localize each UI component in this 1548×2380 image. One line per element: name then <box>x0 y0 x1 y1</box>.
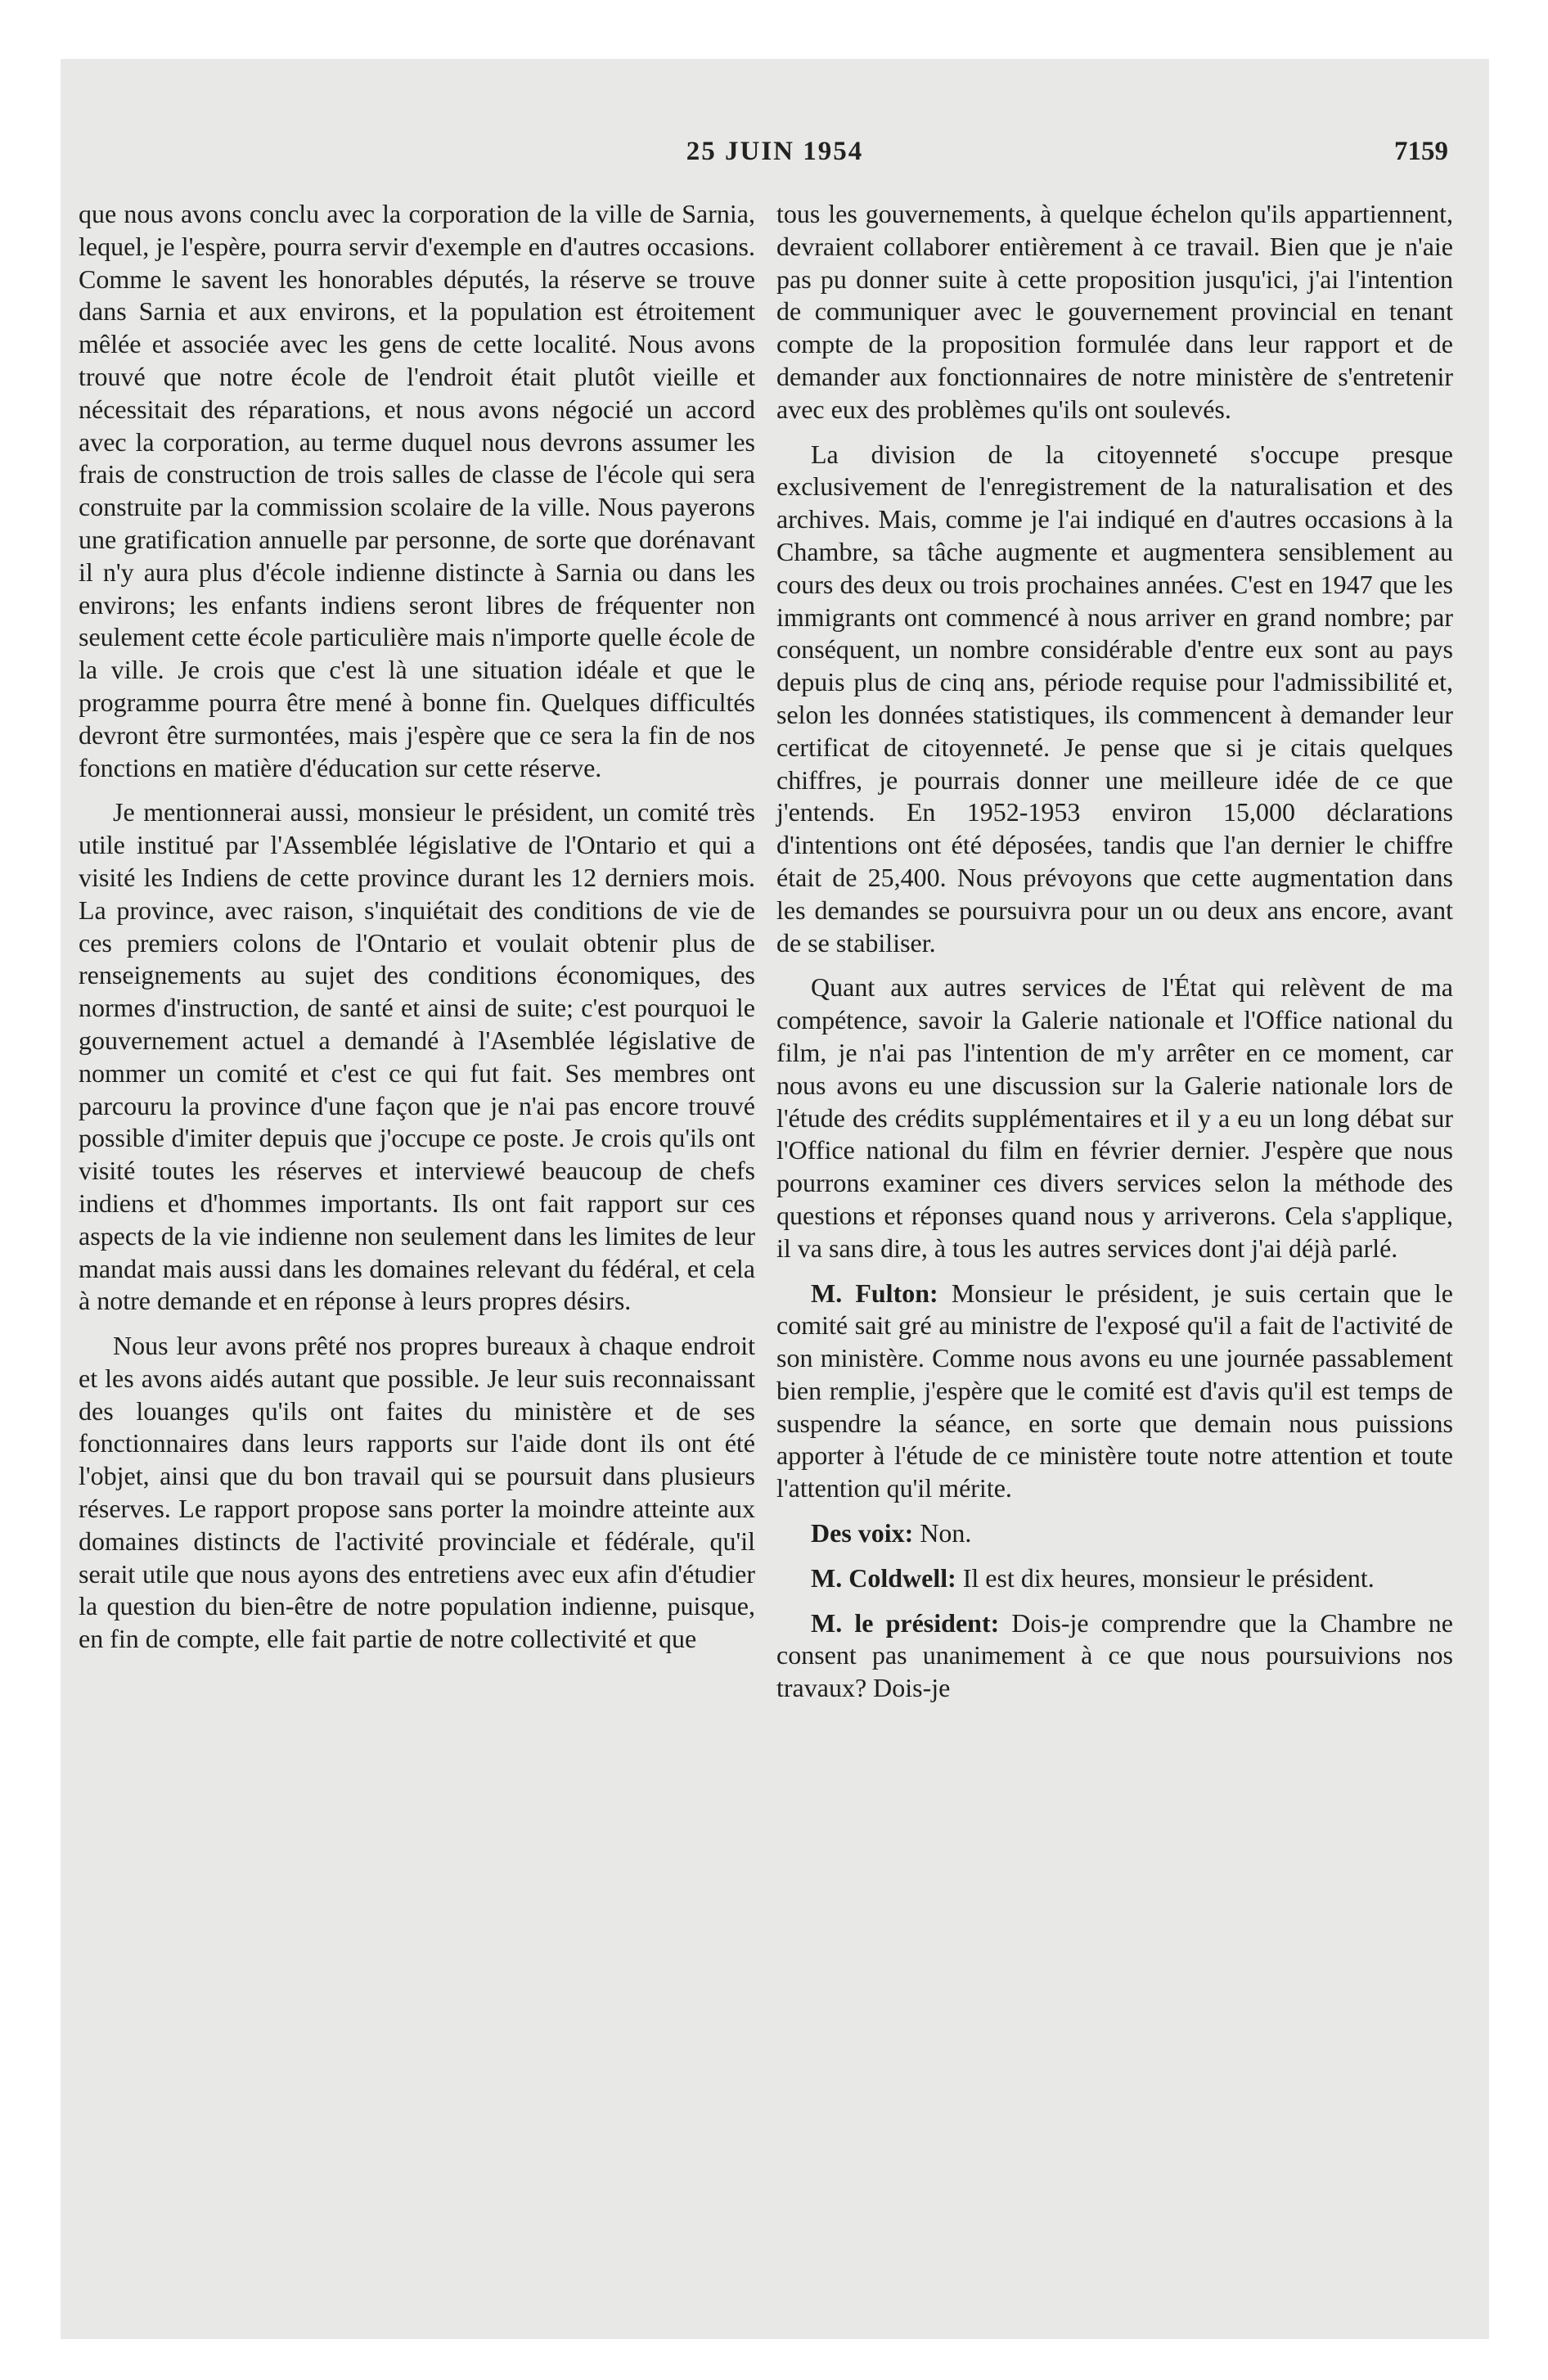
speech-paragraph <box>776 1607 1453 1705</box>
paragraph: Je mentionnerai aussi, monsieur le président, un comité très utile institué par l'Assemblée législative de l'Ontario et qui a visité les Indiens de cette province durant les 12 derniers mois. La province, avec raison, s'inquiétait des conditions de vie de ces premiers colons de l'Ontario et voulait obtenir plus de renseignements au sujet des conditions économiques, des normes d'instruction, de santé et ainsi de suite; c'est pourquoi le gouvernement actuel a demandé à l'Asemblée législative de nommer un comité et c'est ce qui fut fait. Ses membres ont parcouru la province d'une façon que je n'ai pas encore trouvé possible d'imiter depuis que j'occupe ce poste. Je crois qu'ils ont visité toutes les réserves et interviewé beaucoup de chefs indiens et d'hommes importants. Ils ont fait rapport sur ces aspects de la vie indienne non seulement dans les limites de leur mandat mais aussi dans les domaines relevant du fédéral, et cela à notre demande et en réponse à leurs propres désirs. <box>79 797 755 1316</box>
paragraph: que nous avons conclu avec la corporation de la ville de Sarnia, lequel, je l'espère, pourra servir d'exemple en d'autres occasions. Comme le savent les honorables députés, la réserve se trouve dans Sarnia et aux environs, et la population est étroitement mêlée et associée avec les gens de cette localité. Nous avons trouvé que notre école de l'endroit était plutôt vieille et nécessitait des réparations, et nous avons négocié un accord avec la corporation, au terme duquel nous devrons assumer les frais de construction de trois salles de classe de l'école qui sera construite par la commission scolaire de la ville. Nous payerons une gratification annuelle par personne, de sorte que dorénavant il n'y aura plus d'école indienne distincte à Sarnia ou dans les environs; les enfants indiens seront libres de fréquenter non seulement cette école particulière mais n'importe quelle école de la ville. Je crois que c'est là une situation idéale et que le programme pourra être mené à bonne fin. Quelques difficultés devront être surmontées, mais j'espère que ce sera la fin de nos fonctions en matière d'éducation sur cette réserve. <box>79 199 755 782</box>
speech-paragraph <box>776 1278 1453 1506</box>
page-header <box>61 137 1489 178</box>
page-date: 25 JUIN 1954 <box>686 137 864 166</box>
speech-paragraph <box>776 1562 1453 1595</box>
speech-text: Il est dix heures, monsieur le président. <box>956 1562 1375 1593</box>
paragraph: Nous leur avons prêté nos propres bureaux à chaque endroit et les avons aidés autant que possible. Je leur suis reconnaissant des louanges qu'ils ont faites du ministère et de ses fonctionnaires dans leurs rapports sur l'aide dont ils ont été l'objet, ainsi que du bon travail qui se poursuit dans plusieurs réserves. Le rapport propose sans porter la moindre atteinte aux domaines distincts de l'activité provinciale et fédérale, qu'il serait utile que nous ayons des entretiens avec eux afin d'étudier la question du bien-être de notre population indienne, puisque, en fin de compte, elle fait partie de notre collectivité et que <box>79 1331 755 1654</box>
page-number: 7159 <box>1394 137 1448 166</box>
paragraph: tous les gouvernements, à quelque échelon qu'ils appartiennent, devraient collaborer entièrement à ce travail. Bien que je n'aie pas pu donner suite à cette proposition jusqu'ici, j'ai l'intention de communiquer avec le gouvernement provincial en tenant compte de la proposition formulée dans leur rapport et de demander aux fonctionnaires de notre ministère de s'entretenir avec eux des problèmes qu'ils ont soulevés. <box>776 199 1453 424</box>
left-column <box>79 198 755 1668</box>
speech-text: Monsieur le président, je suis certain que le comité sait gré au ministre de l'exposé qu'il a fait de l'activité de son ministère. Comme nous avons eu une journée passablement bien remplie, j'espère que le comité est d'avis qu'il est temps de suspendre la séance, en sorte que demain nous puissions apporter à l'étude de ce ministère toute notre attention et toute l'attention qu'il mérite. <box>776 1278 1454 1503</box>
speech-paragraph <box>776 1517 1453 1550</box>
right-column <box>776 198 1453 1717</box>
speaker-name: Des voix: <box>811 1518 914 1548</box>
speaker-name: M. Coldwell: <box>811 1562 956 1593</box>
paragraph: Quant aux autres services de l'État qui relèvent de ma compétence, savoir la Galerie nationale et l'Office national du film, je n'ai pas l'intention de m'y arrêter en ce moment, car nous avons eu une discussion sur la Galerie nationale lors de l'étude des crédits supplémentaires et il y a eu un long débat sur l'Office national du film en février dernier. J'espère que nous pourrons examiner ces divers services selon la méthode des questions et réponses quand nous y arriverons. Cela s'applique, il va sans dire, à tous les autres services dont j'ai déjà parlé. <box>776 972 1453 1263</box>
document-page <box>61 59 1489 2339</box>
speech-text: Dois-je comprendre que la Chambre ne consent pas unanimement à ce que nous poursuivions nos travaux? Dois-je <box>776 1607 1454 1703</box>
speaker-name: M. le président: <box>811 1607 1000 1638</box>
paragraph: La division de la citoyenneté s'occupe presque exclusivement de l'enregistrement de la naturalisation et des archives. Mais, comme je l'ai indiqué en d'autres occasions à la Chambre, sa tâche augmente et augmentera sensiblement au cours des deux ou trois prochaines années. C'est en 1947 que les immigrants ont commencé à nous arriver en grand nombre; par conséquent, un nombre considérable d'entre eux sont au pays depuis plus de cinq ans, période requise pour l'admissibilité et, selon les données statistiques, ils commencent à demander leur certificat de citoyenneté. Je pense que si je citais quelques chiffres, je pourrais donner une meilleure idée de ce que j'entends. En 1952-1953 environ 15,000 déclarations d'intentions ont été déposées, tandis que l'an dernier le chiffre était de 25,400. Nous prévoyons que cette augmentation dans les demandes se poursuivra pour un ou deux ans encore, avant de se stabiliser. <box>776 439 1453 958</box>
speaker-name: M. Fulton: <box>811 1278 938 1308</box>
speech-text: Non. <box>913 1518 972 1548</box>
